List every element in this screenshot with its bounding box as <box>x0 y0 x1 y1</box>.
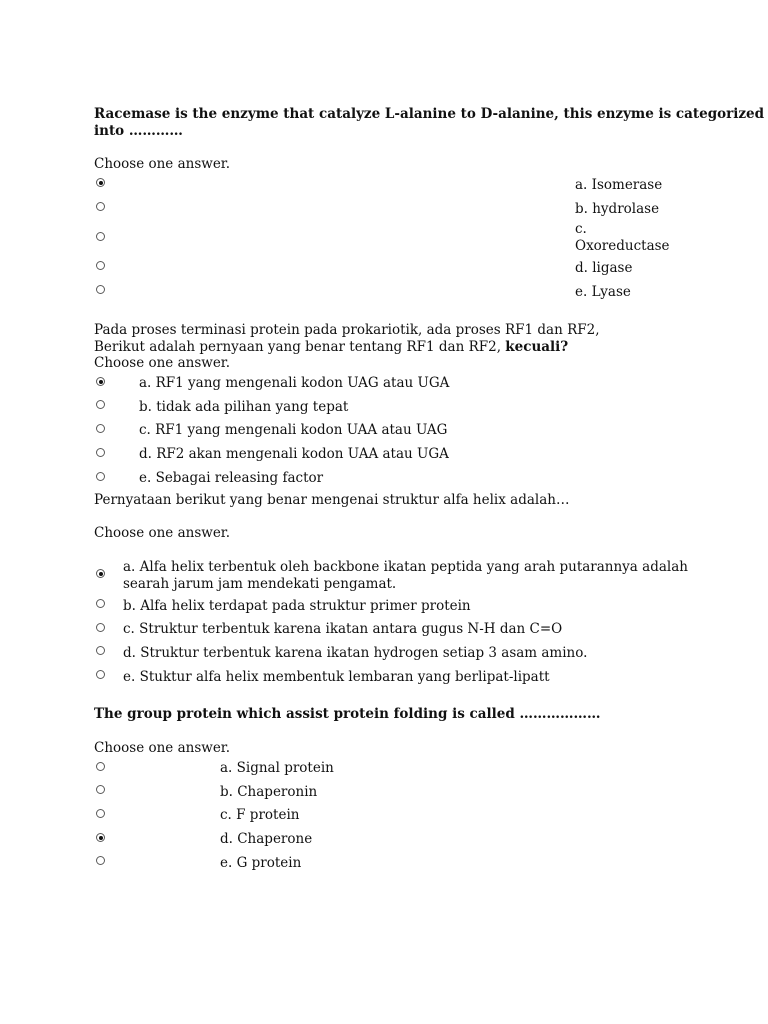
q3-option-a-label-cont: searah jarum jam mendekati pengamat. <box>123 576 397 592</box>
q2-option-c-label: c. RF1 yang mengenali kodon UAA atau UAG <box>139 422 448 438</box>
q4-option-d-label: d. Chaperone <box>220 831 313 847</box>
q4-option-c-radio[interactable] <box>96 809 105 818</box>
q1-question-line1: Racemase is the enzyme that catalyze L-alanine to D-alanine, this enzyme is categorized <box>94 106 765 122</box>
q2-option-a-label: a. RF1 yang mengenali kodon UAG atau UGA <box>139 375 450 391</box>
q2-question-line2-text: Berikut adalah pernyaan yang benar tentang RF1 dan RF2, <box>94 339 506 355</box>
q2-prompt: Choose one answer. <box>94 355 231 371</box>
q4-option-b-label: b. Chaperonin <box>220 784 318 800</box>
q3-prompt: Choose one answer. <box>94 525 231 541</box>
q2-option-e-label: e. Sebagai releasing factor <box>139 470 324 486</box>
q1-option-d-radio[interactable] <box>96 261 105 270</box>
q2-question-exception: kecuali? <box>505 339 569 355</box>
q3-question: Pernyataan berikut yang benar mengenai struktur alfa helix adalah… <box>94 492 570 508</box>
q1-option-c-label-cont: Oxoreductase <box>575 238 670 254</box>
q1-option-c-radio[interactable] <box>96 232 105 241</box>
q2-option-b-radio[interactable] <box>96 400 105 409</box>
q3-option-c-radio[interactable] <box>96 623 105 632</box>
q4-question: The group protein which assist protein folding is called ……………… <box>94 706 601 722</box>
q1-option-e-radio[interactable] <box>96 285 105 294</box>
q3-option-a-radio[interactable] <box>96 569 105 578</box>
q1-option-a-label: a. Isomerase <box>575 177 663 193</box>
q1-option-a-radio[interactable] <box>96 178 105 187</box>
q3-option-b-radio[interactable] <box>96 599 105 608</box>
q4-option-a-radio[interactable] <box>96 762 105 771</box>
q3-option-e-label: e. Stuktur alfa helix membentuk lembaran yang berlipat-lipatt <box>123 669 550 685</box>
q2-question-line2 <box>94 339 568 355</box>
q1-option-d-label: d. ligase <box>575 260 633 276</box>
q1-option-b-label: b. hydrolase <box>575 201 660 217</box>
q3-option-b-label: b. Alfa helix terdapat pada struktur primer protein <box>123 598 471 614</box>
q2-option-e-radio[interactable] <box>96 472 105 481</box>
q4-option-e-label: e. G protein <box>220 855 302 871</box>
q3-option-a-label: a. Alfa helix terbentuk oleh backbone ikatan peptida yang arah putarannya adalah <box>123 559 688 575</box>
q1-option-e-label: e. Lyase <box>575 284 631 300</box>
q4-option-b-radio[interactable] <box>96 785 105 794</box>
q2-question-line1: Pada proses terminasi protein pada prokariotik, ada proses RF1 dan RF2, <box>94 322 600 338</box>
q2-option-d-label: d. RF2 akan mengenali kodon UAA atau UGA <box>139 446 449 462</box>
q2-option-a-radio[interactable] <box>96 377 105 386</box>
q3-option-d-radio[interactable] <box>96 646 105 655</box>
q4-option-e-radio[interactable] <box>96 856 105 865</box>
q1-prompt: Choose one answer. <box>94 156 231 172</box>
q2-option-d-radio[interactable] <box>96 448 105 457</box>
q2-option-c-radio[interactable] <box>96 424 105 433</box>
q4-option-a-label: a. Signal protein <box>220 760 334 776</box>
q1-option-b-radio[interactable] <box>96 202 105 211</box>
q4-prompt: Choose one answer. <box>94 740 231 756</box>
q3-option-c-label: c. Struktur terbentuk karena ikatan antara gugus N-H dan C=O <box>123 621 563 637</box>
q3-option-d-label: d. Struktur terbentuk karena ikatan hydrogen setiap 3 asam amino. <box>123 645 588 661</box>
q4-option-d-radio[interactable] <box>96 833 105 842</box>
q2-option-b-label: b. tidak ada pilihan yang tepat <box>139 399 349 415</box>
q1-option-c-label: c. <box>575 221 587 237</box>
q1-question-line2: into ………… <box>94 123 183 139</box>
q3-option-e-radio[interactable] <box>96 670 105 679</box>
q4-option-c-label: c. F protein <box>220 807 300 823</box>
